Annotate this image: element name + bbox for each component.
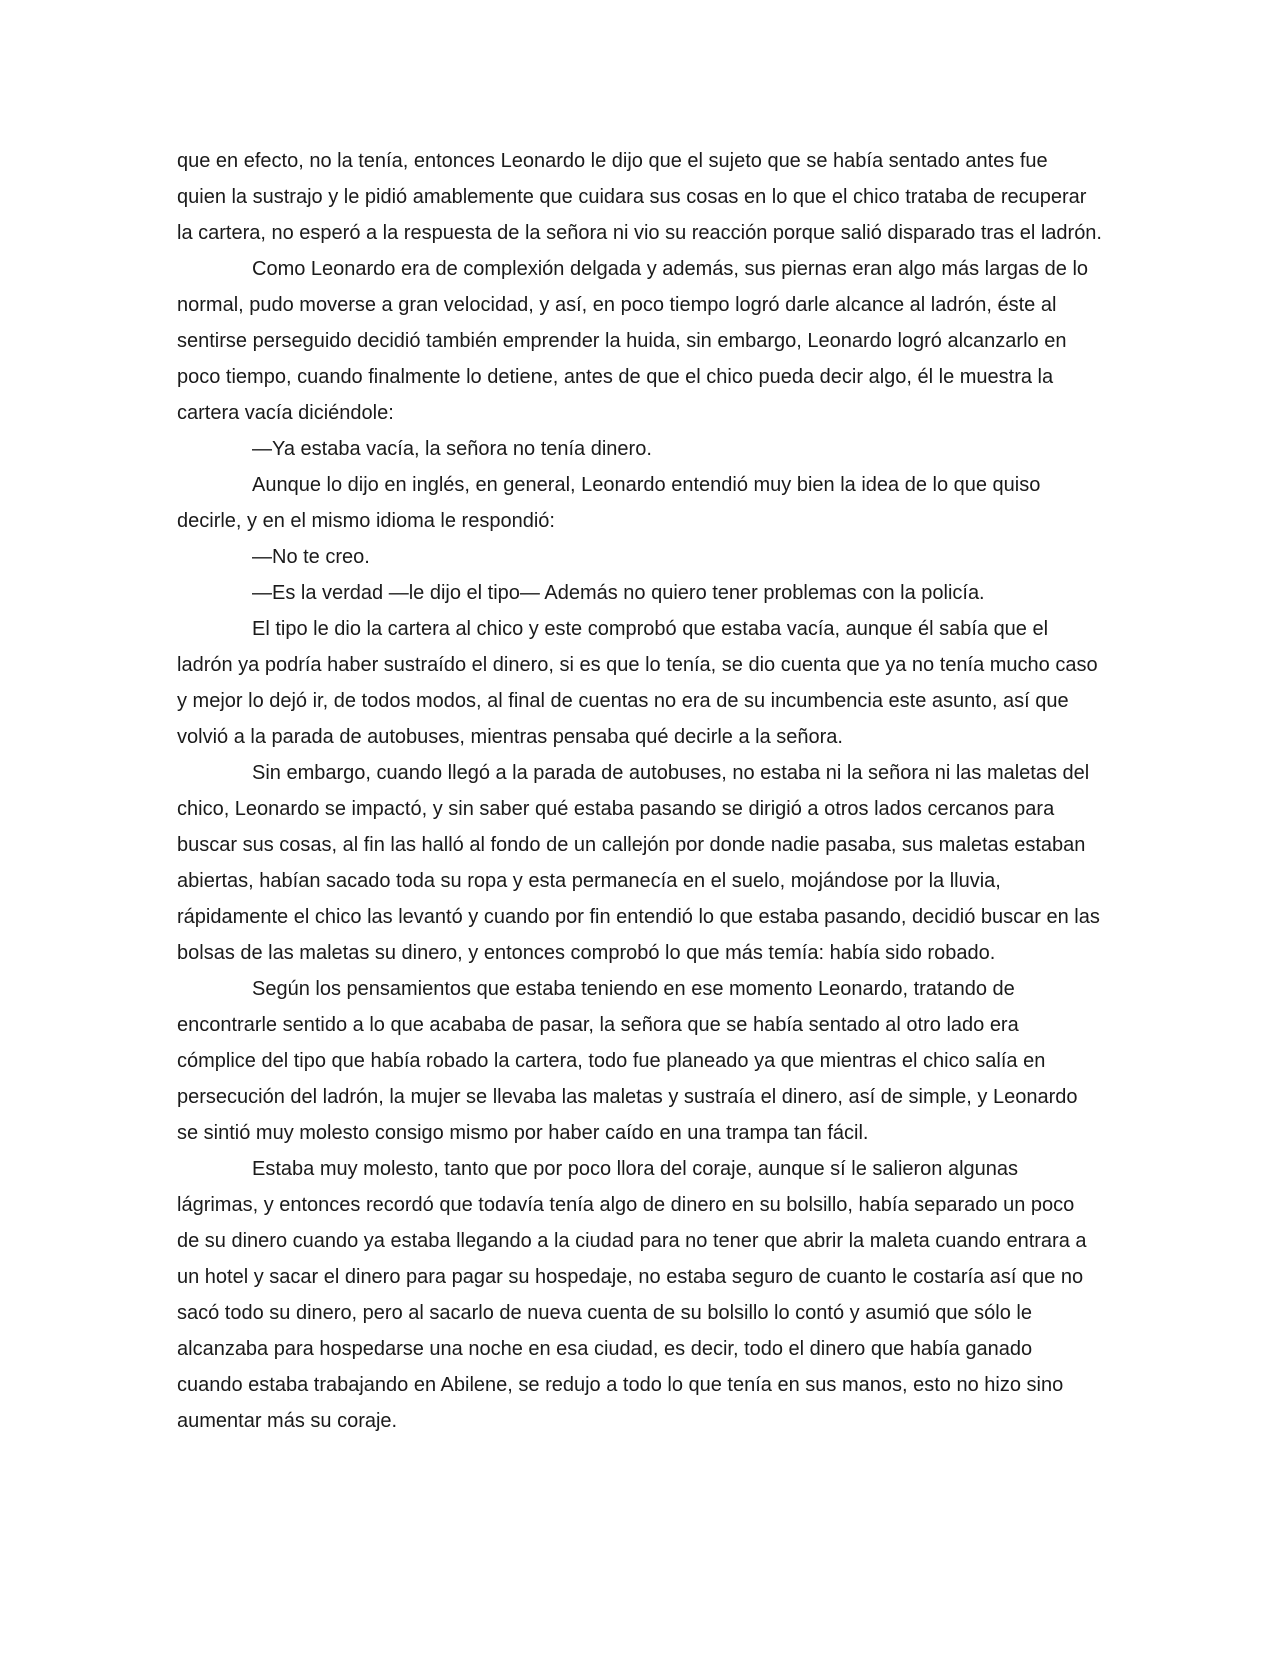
paragraph-realization: Según los pensamientos que estaba teniendo en ese momento Leonardo, tratando de encontrarle sentido a lo que acababa de pasar, la señora que se había sentado al otro lado era cómplice del tipo que había robado la cartera, todo fue planeado ya que mientras el chico salía en persecución del ladrón, la mujer se llevaba las maletas y sustraía el dinero, así de simple, y Leonardo se sintió muy molesto consigo mismo por haber caído en una trampa tan fácil. — [177, 978, 1078, 1144]
paragraph-luggage-found: Sin embargo, cuando llegó a la parada de autobuses, no estaba ni la señora ni las maletas del chico, Leonardo se impactó, y sin saber qué estaba pasando se dirigió a otros lados cercanos para buscar sus cosas, al fin las halló al fondo de un callejón por donde nadie pasaba, sus maletas estaban abiertas, habían sacado toda su ropa y esta permanecía en el suelo, mojándose por la lluvia, rápidamente el chico las levantó y cuando por fin entendió lo que estaba pasando, decidió buscar en las bolsas de las maletas su dinero, y entonces comprobó lo que más temía: había sido robado. — [177, 762, 1100, 964]
dialogue-line-empty-wallet: —Ya estaba vacía, la señora no tenía dinero. — [252, 438, 652, 460]
dialogue-line-truth: —Es la verdad —le dijo el tipo— Además no quiero tener problemas con la policía. — [252, 582, 985, 604]
paragraph-chase: Como Leonardo era de complexión delgada y además, sus piernas eran algo más largas de lo normal, pudo moverse a gran velocidad, y así, en poco tiempo logró darle alcance al ladrón, éste al sentirse perseguido decidió también emprender la huida, sin embargo, Leonardo logró alcanzarlo en poco tiempo, cuando finalmente lo detiene, antes de que el chico pueda decir algo, él le muestra la cartera vacía diciéndole: — [177, 258, 1089, 424]
paragraph-return-to-stop: El tipo le dio la cartera al chico y este comprobó que estaba vacía, aunque él sabía que el ladrón ya podría haber sustraído el dinero, si es que lo tenía, se dio cuenta que ya no tenía mucho caso y mejor lo dejó ir, de todos modos, al final de cuentas no era de su incumbencia este asunto, así que volvió a la parada de autobuses, mientras pensaba qué decirle a la señora. — [177, 618, 1098, 748]
document-body — [177, 143, 1102, 1439]
dialogue-line-disbelief: —No te creo. — [252, 546, 370, 568]
paragraph-english-reply: Aunque lo dijo en inglés, en general, Leonardo entendió muy bien la idea de lo que quiso decirle, y en el mismo idioma le respondió: — [177, 474, 1041, 532]
paragraph-continuation: que en efecto, no la tenía, entonces Leonardo le dijo que el sujeto que se había sentado antes fue quien la sustrajo y le pidió amablemente que cuidara sus cosas en lo que el chico trataba de recuperar la cartera, no esperó a la respuesta de la señora ni vio su reacción porque salió disparado tras el ladrón. — [177, 150, 1102, 244]
paragraph-remaining-money: Estaba muy molesto, tanto que por poco llora del coraje, aunque sí le salieron algunas lágrimas, y entonces recordó que todavía tenía algo de dinero en su bolsillo, había separado un poco de su dinero cuando ya estaba llegando a la ciudad para no tener que abrir la maleta cuando entrara a un hotel y sacar el dinero para pagar su hospedaje, no estaba seguro de cuanto le costaría así que no sacó todo su dinero, pero al sacarlo de nueva cuenta de su bolsillo lo contó y asumió que sólo le alcanzaba para hospedarse una noche en esa ciudad, es decir, todo el dinero que había ganado cuando estaba trabajando en Abilene, se redujo a todo lo que tenía en sus manos, esto no hizo sino aumentar más su coraje. — [177, 1158, 1087, 1432]
